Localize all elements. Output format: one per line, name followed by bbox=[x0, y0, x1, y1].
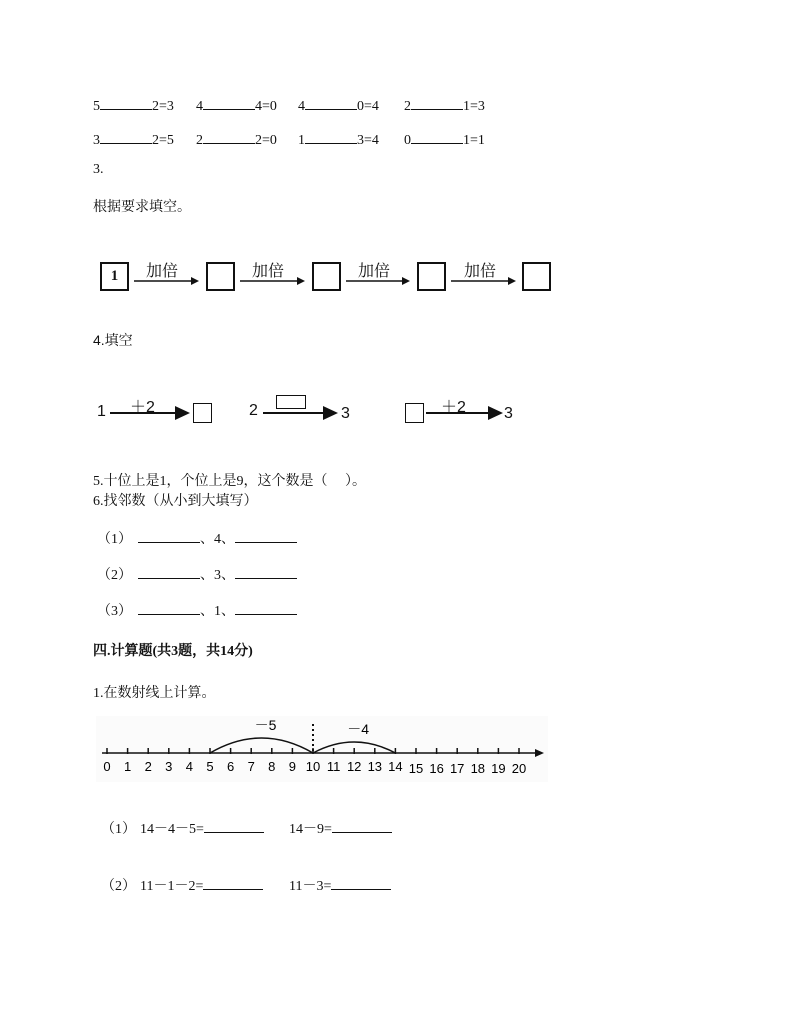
fill-op-left: 5 bbox=[93, 99, 100, 114]
fill-op bbox=[93, 95, 174, 115]
answer-blank[interactable] bbox=[305, 95, 357, 110]
number-line-tick-label: 2 bbox=[144, 759, 152, 774]
q6-title: 6.找邻数（从小到大填写） bbox=[93, 494, 258, 509]
answer-blank[interactable] bbox=[203, 95, 255, 110]
q3-number: 3. bbox=[93, 162, 104, 177]
section-title: 四.计算题(共3题，共14分) bbox=[93, 644, 253, 659]
q4-item2-left: 2 bbox=[249, 402, 258, 419]
calc-row bbox=[289, 875, 391, 895]
answer-blank[interactable] bbox=[305, 129, 357, 144]
number-line-tick-label: 7 bbox=[247, 759, 255, 774]
answer-blank[interactable] bbox=[204, 818, 264, 833]
answer-blank[interactable] bbox=[100, 129, 152, 144]
calc-row-label: （1） bbox=[101, 822, 136, 837]
number-line-tick-label: 13 bbox=[367, 759, 383, 774]
calc-row bbox=[289, 818, 392, 838]
answer-box[interactable] bbox=[405, 403, 424, 423]
q4-item2-right: 3 bbox=[341, 405, 350, 422]
number-line-tick-label: 3 bbox=[165, 759, 173, 774]
q6-item bbox=[97, 564, 297, 584]
calc-row bbox=[101, 875, 263, 895]
q6-item-label: （3） bbox=[97, 604, 132, 619]
q6-item bbox=[97, 528, 297, 548]
calc1-title: 1.在数射线上计算。 bbox=[93, 686, 216, 701]
calc-expr: 14－4－5= bbox=[140, 822, 204, 837]
calc-expr: 14－9= bbox=[289, 822, 332, 837]
q6-item-middle: 、3、 bbox=[200, 568, 235, 583]
answer-blank[interactable] bbox=[100, 95, 152, 110]
fill-op bbox=[298, 129, 379, 149]
q6-item-label: （1） bbox=[97, 532, 132, 547]
answer-blank[interactable] bbox=[235, 564, 297, 579]
number-line-tick-label: 17 bbox=[449, 761, 465, 776]
q6-item bbox=[97, 600, 297, 620]
fill-op-left: 1 bbox=[298, 133, 305, 148]
number-line-tick-label: 18 bbox=[470, 761, 486, 776]
calc-row-label: （2） bbox=[101, 879, 136, 894]
answer-blank[interactable] bbox=[235, 600, 297, 615]
answer-blank[interactable] bbox=[332, 818, 392, 833]
number-line-tick-label: 0 bbox=[103, 759, 111, 774]
answer-blank[interactable] bbox=[411, 95, 463, 110]
fill-op-left: 4 bbox=[196, 99, 203, 114]
number-line-tick-label: 5 bbox=[206, 759, 214, 774]
number-line-tick-label: 9 bbox=[288, 759, 297, 774]
number-line-tick-label: 16 bbox=[429, 761, 444, 776]
answer-box[interactable] bbox=[276, 395, 306, 409]
number-line-tick-label: 14 bbox=[388, 759, 403, 774]
fill-op-left: 0 bbox=[404, 133, 411, 148]
number-line-tick-label: 12 bbox=[346, 759, 362, 774]
fill-op-right: 2=0 bbox=[255, 133, 277, 148]
arrow-label: 加倍 bbox=[252, 263, 285, 280]
fill-op-left: 3 bbox=[93, 133, 100, 148]
q4-title: 4.填空 bbox=[93, 332, 133, 348]
fill-op bbox=[298, 95, 379, 115]
jump1-label: －5 bbox=[254, 717, 277, 733]
number-line bbox=[96, 716, 548, 782]
q6-item-middle: 、1、 bbox=[200, 604, 235, 619]
fill-op-right: 2=5 bbox=[152, 133, 174, 148]
arrow-label: 加倍 bbox=[358, 263, 391, 280]
fill-op-left: 2 bbox=[196, 133, 203, 148]
fill-op-left: 2 bbox=[404, 99, 411, 114]
answer-blank[interactable] bbox=[331, 875, 391, 890]
calc-expr: 11－1－2= bbox=[140, 879, 204, 894]
answer-blank[interactable] bbox=[235, 528, 297, 543]
answer-blank[interactable] bbox=[411, 129, 463, 144]
fill-op-right: 4=0 bbox=[255, 99, 277, 114]
fill-op-right: 1=1 bbox=[463, 133, 485, 148]
q5-text: 5.十位上是1，个位上是9，这个数是（ ）。 bbox=[93, 474, 366, 489]
q4-item3-op: ＋2 bbox=[441, 399, 466, 416]
q4-item3-right: 3 bbox=[504, 405, 513, 422]
number-line-tick-label: 15 bbox=[408, 761, 424, 776]
calc-expr: 11－3= bbox=[289, 879, 332, 894]
fill-op bbox=[196, 129, 277, 149]
start-box: 1 bbox=[100, 262, 129, 291]
q6-item-label: （2） bbox=[97, 568, 132, 583]
answer-blank[interactable] bbox=[138, 600, 200, 615]
q4-item1-left: 1 bbox=[97, 403, 106, 420]
q6-item-middle: 、4、 bbox=[200, 532, 235, 547]
jump2-label: －4 bbox=[347, 721, 370, 737]
number-line-tick-label: 19 bbox=[491, 761, 506, 776]
q3-instruction: 根据要求填空。 bbox=[93, 198, 191, 214]
arrow-label: 加倍 bbox=[146, 263, 179, 280]
number-line-tick-label: 6 bbox=[226, 759, 235, 774]
fill-op bbox=[404, 95, 485, 115]
q4-item1-op: ＋2 bbox=[130, 399, 155, 416]
fill-op bbox=[404, 129, 485, 149]
number-line-tick-label: 4 bbox=[185, 759, 194, 774]
number-line-tick-label: 8 bbox=[268, 759, 276, 774]
arrow-label: 加倍 bbox=[464, 263, 497, 280]
number-line-tick-label: 20 bbox=[511, 761, 527, 776]
fill-op-left: 4 bbox=[298, 99, 305, 114]
fill-op bbox=[93, 129, 174, 149]
fill-op-right: 2=3 bbox=[152, 99, 174, 114]
fill-op-right: 1=3 bbox=[463, 99, 485, 114]
answer-blank[interactable] bbox=[203, 875, 263, 890]
answer-blank[interactable] bbox=[138, 564, 200, 579]
fill-op-right: 0=4 bbox=[357, 99, 379, 114]
number-line-tick-label: 1 bbox=[123, 759, 132, 774]
fill-op bbox=[196, 95, 277, 115]
answer-box[interactable] bbox=[193, 403, 212, 423]
answer-blank[interactable] bbox=[138, 528, 200, 543]
fill-op-right: 3=4 bbox=[357, 133, 379, 148]
answer-blank[interactable] bbox=[203, 129, 255, 144]
calc-row bbox=[101, 818, 264, 838]
number-line-tick-label: 10 bbox=[305, 759, 321, 774]
number-line-tick-label: 11 bbox=[326, 759, 341, 774]
